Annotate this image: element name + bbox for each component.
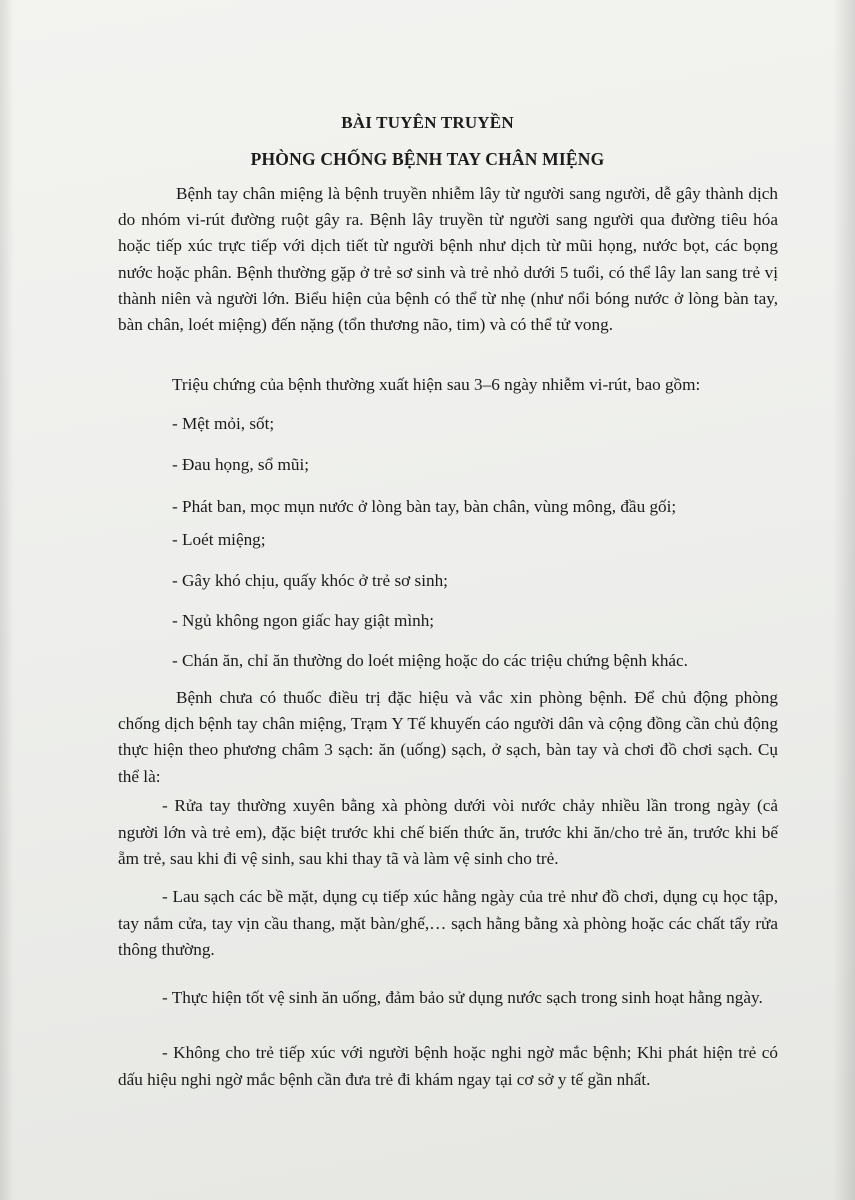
symptom-item: - Phát ban, mọc mụn nước ở lòng bàn tay, bàn chân, vùng mông, đầu gối;	[172, 497, 677, 516]
document-subtitle: PHÒNG CHỐNG BỆNH TAY CHÂN MIỆNG	[250, 149, 605, 169]
document-title: BÀI TUYÊN TRUYỀN	[341, 113, 514, 132]
prevention-paragraph: Bệnh chưa có thuốc điều trị đặc hiệu và vắc xin phòng bệnh. Để chủ động phòng chống dịch bệnh tay chân miệng, Trạm Y Tế khuyến cáo người dân và cộng đồng cần chủ động thực hiện theo phương châm 3 sạch: ăn (uống) sạch, ở sạch, bàn tay và chơi đồ chơi sạch. Cụ thể là:	[118, 688, 778, 786]
symptom-item: - Mệt mỏi, sốt;	[172, 414, 275, 433]
measure-item: - Rửa tay thường xuyên bằng xà phòng dưới vòi nước chảy nhiều lần trong ngày (cả người lớn và trẻ em), đặc biệt trước khi chế biến thức ăn, trước khi ăn/cho trẻ ăn, trước khi bế ẵm trẻ, sau khi đi vệ sinh, sau khi thay tã và làm vệ sinh cho trẻ.	[118, 796, 778, 868]
symptom-item: - Gây khó chịu, quấy khóc ở trẻ sơ sinh;	[172, 571, 448, 590]
measure-item: - Thực hiện tốt vệ sinh ăn uống, đảm bảo sử dụng nước sạch trong sinh hoạt hằng ngày.	[162, 988, 763, 1007]
symptom-item: - Ngủ không ngon giấc hay giật mình;	[172, 611, 435, 630]
symptom-item: - Đau họng, sổ mũi;	[172, 455, 310, 474]
measure-item: - Lau sạch các bề mặt, dụng cụ tiếp xúc hằng ngày của trẻ như đồ chơi, dụng cụ học tập, tay nắm cửa, tay vịn cầu thang, mặt bàn/ghế,… sạch hằng bằng xà phòng hoặc các chất tẩy rửa thông thường.	[118, 887, 778, 959]
symptoms-intro: Triệu chứng của bệnh thường xuất hiện sau 3–6 ngày nhiễm vi-rút, bao gồm:	[172, 375, 701, 394]
symptom-item: - Chán ăn, chỉ ăn thường do loét miệng hoặc do các triệu chứng bệnh khác.	[172, 651, 688, 670]
measure-item: - Không cho trẻ tiếp xúc với người bệnh hoặc nghi ngờ mắc bệnh; Khi phát hiện trẻ có dấu hiệu nghi ngờ mắc bệnh cần đưa trẻ đi khám ngay tại cơ sở y tế gần nhất.	[118, 1043, 778, 1089]
intro-paragraph: Bệnh tay chân miệng là bệnh truyền nhiễm lây từ người sang người, dễ gây thành dịch do nhóm vi-rút đường ruột gây ra. Bệnh lây truyền từ người sang người qua đường tiêu hóa hoặc tiếp xúc trực tiếp với dịch tiết từ người bệnh như dịch từ mũi họng, nước bọt, các bọng nước hoặc phân. Bệnh thường gặp ở trẻ sơ sinh và trẻ nhỏ dưới 5 tuổi, có thể lây lan sang trẻ vị thành niên và người lớn. Biểu hiện của bệnh có thể từ nhẹ (như nổi bóng nước ở lòng bàn tay, bàn chân, loét miệng) đến nặng (tổn thương não, tim) và có thể tử vong.	[118, 184, 778, 335]
symptom-item: - Loét miệng;	[172, 530, 266, 549]
